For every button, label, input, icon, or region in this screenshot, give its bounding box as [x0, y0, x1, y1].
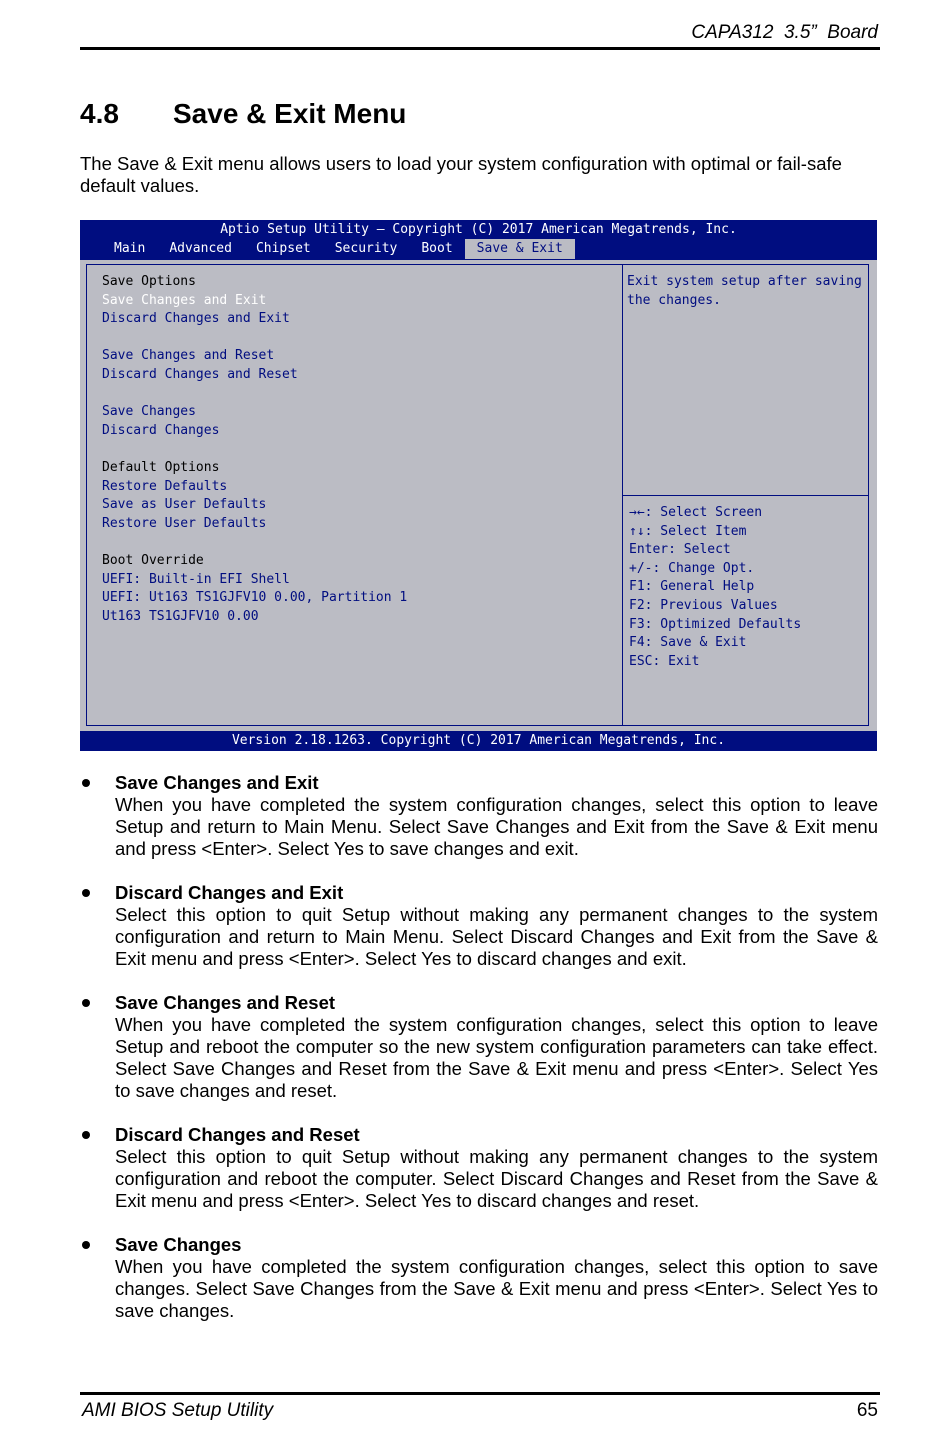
footer-rule	[80, 1392, 880, 1395]
bios-main-panel	[86, 264, 869, 726]
bullet-icon	[82, 1241, 90, 1249]
section-number: 4.8	[80, 98, 119, 129]
item-title: Discard Changes and Exit	[115, 882, 344, 903]
tab-chipset[interactable]: Chipset	[255, 241, 311, 256]
option-save-changes-and-reset[interactable]: Save Changes and Reset	[102, 348, 275, 364]
key-previous-values: F2: Previous Values	[629, 597, 778, 613]
option-discard-changes-and-reset[interactable]: Discard Changes and Reset	[102, 366, 298, 382]
key-select-item: ↑↓: Select Item	[629, 523, 747, 539]
bios-title: Aptio Setup Utility – Copyright (C) 2017 American Megatrends, Inc.	[220, 222, 737, 237]
bios-version-bar: Version 2.18.1263. Copyright (C) 2017 American Megatrends, Inc.	[80, 731, 877, 751]
bullet-icon	[82, 889, 90, 897]
running-header: CAPA312 3.5” Board	[691, 22, 878, 43]
option-save-changes-and-exit[interactable]: Save Changes and Exit	[102, 292, 267, 308]
intro-paragraph: The Save & Exit menu allows users to load your system configuration with optimal or fail-safe default values.	[80, 153, 842, 196]
option-restore-user-defaults[interactable]: Restore User Defaults	[102, 515, 267, 531]
key-general-help: F1: General Help	[629, 579, 755, 595]
item-body: When you have completed the system configuration changes, select this option to leave Setup and reboot the computer so the new system configuration parameters can take effect. Select Save Changes and Reset from the Save & Exit menu and press <Enter>. Select Yes to save changes and reset.	[115, 1014, 878, 1101]
item-title: Discard Changes and Reset	[115, 1124, 360, 1145]
bullet-icon	[82, 999, 90, 1007]
key-change-opt: +/-: Change Opt.	[629, 560, 755, 576]
item-body: Select this option to quit Setup without making any permanent changes to the system configuration and return to Main Menu. Select Discard Changes and Exit from the Save & Exit menu and press <Enter>. Select Yes to discard changes and exit.	[115, 904, 878, 969]
panel-divider-horizontal	[622, 495, 868, 496]
option-boot-uefi-partition[interactable]: UEFI: Ut163 TS1GJFV10 0.00, Partition 1	[102, 590, 408, 606]
option-descriptions	[80, 772, 878, 1344]
bios-option-list	[102, 273, 407, 626]
list-item	[80, 992, 878, 1102]
tab-security[interactable]: Security	[334, 241, 398, 256]
section-title	[80, 98, 406, 130]
spacer	[102, 329, 407, 348]
group-header-default-options: Default Options	[102, 459, 220, 475]
option-save-changes[interactable]: Save Changes	[102, 404, 196, 420]
key-esc-exit: ESC: Exit	[629, 653, 700, 669]
item-body: When you have completed the system configuration changes, select this option to save changes. Select Save Changes from the Save & Exit menu and press <Enter>. Select Yes to save changes.	[115, 1256, 878, 1321]
option-boot-efi-shell[interactable]: UEFI: Built-in EFI Shell	[102, 571, 290, 587]
key-save-exit: F4: Save & Exit	[629, 635, 747, 651]
option-discard-changes-and-exit[interactable]: Discard Changes and Exit	[102, 311, 290, 327]
list-item	[80, 1124, 878, 1212]
option-restore-defaults[interactable]: Restore Defaults	[102, 478, 228, 494]
key-select-screen: →←: Select Screen	[629, 505, 763, 520]
bios-tab-bar	[102, 239, 575, 259]
tab-main[interactable]: Main	[114, 241, 146, 256]
item-title: Save Changes	[115, 1234, 242, 1255]
header-rule	[80, 47, 880, 50]
group-header-save-options: Save Options	[102, 274, 196, 289]
spacer	[102, 440, 407, 459]
bios-key-legend	[629, 504, 801, 671]
bios-screenshot	[80, 220, 877, 751]
bullet-icon	[82, 1131, 90, 1139]
tab-advanced[interactable]: Advanced	[169, 241, 232, 256]
tab-boot[interactable]: Boot	[421, 241, 453, 256]
key-enter-select: Enter: Select	[629, 542, 731, 558]
list-item	[80, 1234, 878, 1322]
item-title: Save Changes and Exit	[115, 772, 319, 793]
key-optimized-defaults: F3: Optimized Defaults	[629, 616, 802, 632]
page-number: 65	[856, 1400, 878, 1421]
item-title: Save Changes and Reset	[115, 992, 336, 1013]
option-save-as-user-defaults[interactable]: Save as User Defaults	[102, 497, 267, 513]
group-header-boot-override: Boot Override	[102, 552, 204, 568]
item-body: Select this option to quit Setup without making any permanent changes to the system configuration and reboot the computer. Select Discard Changes and Reset from the Save & Exit menu and press <Enter>. Select Yes to discard changes and reset.	[115, 1146, 878, 1211]
list-item	[80, 772, 878, 860]
tab-save-exit[interactable]: Save & Exit	[465, 239, 575, 259]
bullet-icon	[82, 779, 90, 787]
footer-title: AMI BIOS Setup Utility	[82, 1400, 274, 1421]
option-boot-device[interactable]: Ut163 TS1GJFV10 0.00	[102, 608, 259, 624]
spacer	[102, 533, 407, 552]
option-discard-changes[interactable]: Discard Changes	[102, 422, 220, 438]
list-item	[80, 882, 878, 970]
bios-title-bar	[80, 220, 877, 260]
item-body: When you have completed the system configuration changes, select this option to leave Setup and return to Main Menu. Select Save Changes and Exit from the Save & Exit menu and press <Enter>. Select Yes to save changes and exit.	[115, 794, 878, 859]
section-heading: Save & Exit Menu	[173, 98, 407, 129]
bios-help-text: Exit system setup after saving the changes.	[627, 274, 862, 308]
spacer	[102, 385, 407, 404]
